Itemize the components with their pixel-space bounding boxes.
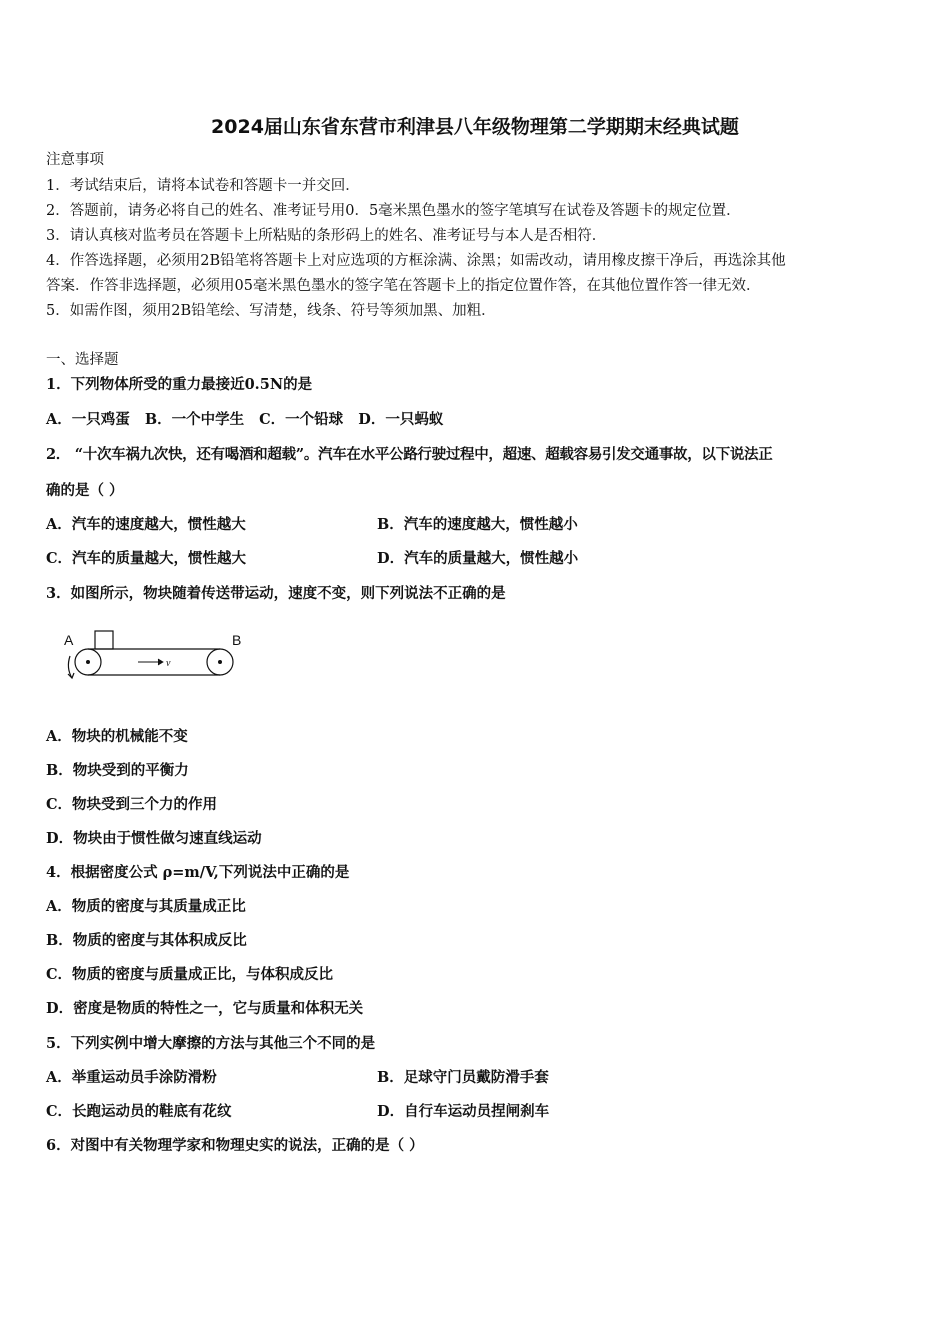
page-title: 2024届山东省东营市利津县八年级物理第二学期期末经典试题 bbox=[211, 116, 739, 138]
velocity-label: v bbox=[166, 658, 171, 669]
q3-stem: 3．如图所示，物块随着传送带运动，速度不变，则下列说法不正确的是 bbox=[46, 585, 506, 602]
q1-option-a: A．一只鸡蛋 bbox=[46, 411, 130, 428]
q2-option-c: C．汽车的质量越大，惯性越大 bbox=[46, 550, 247, 567]
q3-option-d: D．物块由于惯性做匀速直线运动 bbox=[46, 830, 262, 847]
q4-stem: 4．根据密度公式 ρ=m/V,下列说法中正确的是 bbox=[46, 864, 350, 881]
q5-stem: 5．下列实例中增大摩擦的方法与其他三个不同的是 bbox=[46, 1035, 376, 1052]
figure-label-a: A bbox=[64, 632, 74, 648]
notice-item-4-cont: 答案．作答非选择题，必须用05毫米黑色墨水的签字笔在答题卡上的指定位置作答，在其他位置作答一律无效． bbox=[46, 278, 761, 294]
q3-option-a: A．物块的机械能不变 bbox=[46, 728, 188, 745]
q3-option-c: C．物块受到三个力的作用 bbox=[46, 796, 218, 813]
notice-item-1: 1．考试结束后，请将本试卷和答题卡一并交回． bbox=[46, 178, 360, 194]
q5-option-d: D．自行车运动员捏闸刹车 bbox=[377, 1103, 550, 1120]
q4-option-b: B．物质的密度与其体积成反比 bbox=[46, 932, 247, 949]
q1-options bbox=[46, 410, 453, 430]
q1-stem: 1．下列物体所受的重力最接近0.5N的是 bbox=[46, 376, 313, 393]
pulley-left-axle bbox=[86, 660, 90, 664]
q1-option-b: B．一个中学生 bbox=[144, 411, 245, 428]
q4-option-d: D．密度是物质的特性之一，它与质量和体积无关 bbox=[46, 1000, 364, 1017]
q2-option-a: A．汽车的速度越大，惯性越大 bbox=[46, 516, 246, 533]
q2-option-b: B．汽车的速度越大，惯性越小 bbox=[377, 516, 578, 533]
q2-stem-line2: 确的是（ ） bbox=[46, 482, 124, 499]
q5-option-a: A．举重运动员手涂防滑粉 bbox=[46, 1069, 217, 1086]
pulley-right-axle bbox=[218, 660, 222, 664]
notice-item-4: 4．作答选择题，必须用2B铅笔将答题卡上对应选项的方框涂满、涂黑；如需改动，请用橡皮擦干净后，再选涂其他 bbox=[46, 253, 786, 269]
conveyor-belt-figure bbox=[58, 628, 258, 688]
q2-stem-line1: 2． “十次车祸九次快，还有喝酒和超载”。汽车在水平公路行驶过程中，超速、超载容易引发交通事故，以下说法正 bbox=[46, 446, 773, 463]
notice-item-3: 3．请认真核对监考员在答题卡上所粘贴的条形码上的姓名、准考证号与本人是否相符． bbox=[46, 228, 607, 244]
q5-option-c: C．长跑运动员的鞋底有花纹 bbox=[46, 1103, 232, 1120]
q3-option-b: B．物块受到的平衡力 bbox=[46, 762, 189, 779]
section-heading: 一、选择题 bbox=[46, 352, 119, 368]
notice-item-2: 2．答题前，请务必将自己的姓名、准考证号用0．5毫米黑色墨水的签字笔填写在试卷及答题卡的规定位置． bbox=[46, 203, 741, 219]
q6-stem: 6．对图中有关物理学家和物理史实的说法，正确的是（ ） bbox=[46, 1137, 424, 1154]
block-shape bbox=[95, 631, 113, 649]
figure-label-b: B bbox=[232, 632, 242, 648]
q4-option-c: C．物质的密度与质量成正比，与体积成反比 bbox=[46, 966, 334, 983]
notice-item-5: 5．如需作图，须用2B铅笔绘、写清楚，线条、符号等须加黑、加粗． bbox=[46, 303, 496, 319]
q2-option-d: D．汽车的质量越大，惯性越小 bbox=[377, 550, 579, 567]
velocity-arrowhead bbox=[158, 659, 163, 665]
q1-option-c: C．一个铅球 bbox=[259, 411, 344, 428]
q1-option-d: D．一只蚂蚁 bbox=[358, 411, 444, 428]
q5-option-b: B．足球守门员戴防滑手套 bbox=[377, 1069, 549, 1086]
notice-heading: 注意事项 bbox=[46, 152, 104, 168]
q4-option-a: A．物质的密度与其质量成正比 bbox=[46, 898, 246, 915]
